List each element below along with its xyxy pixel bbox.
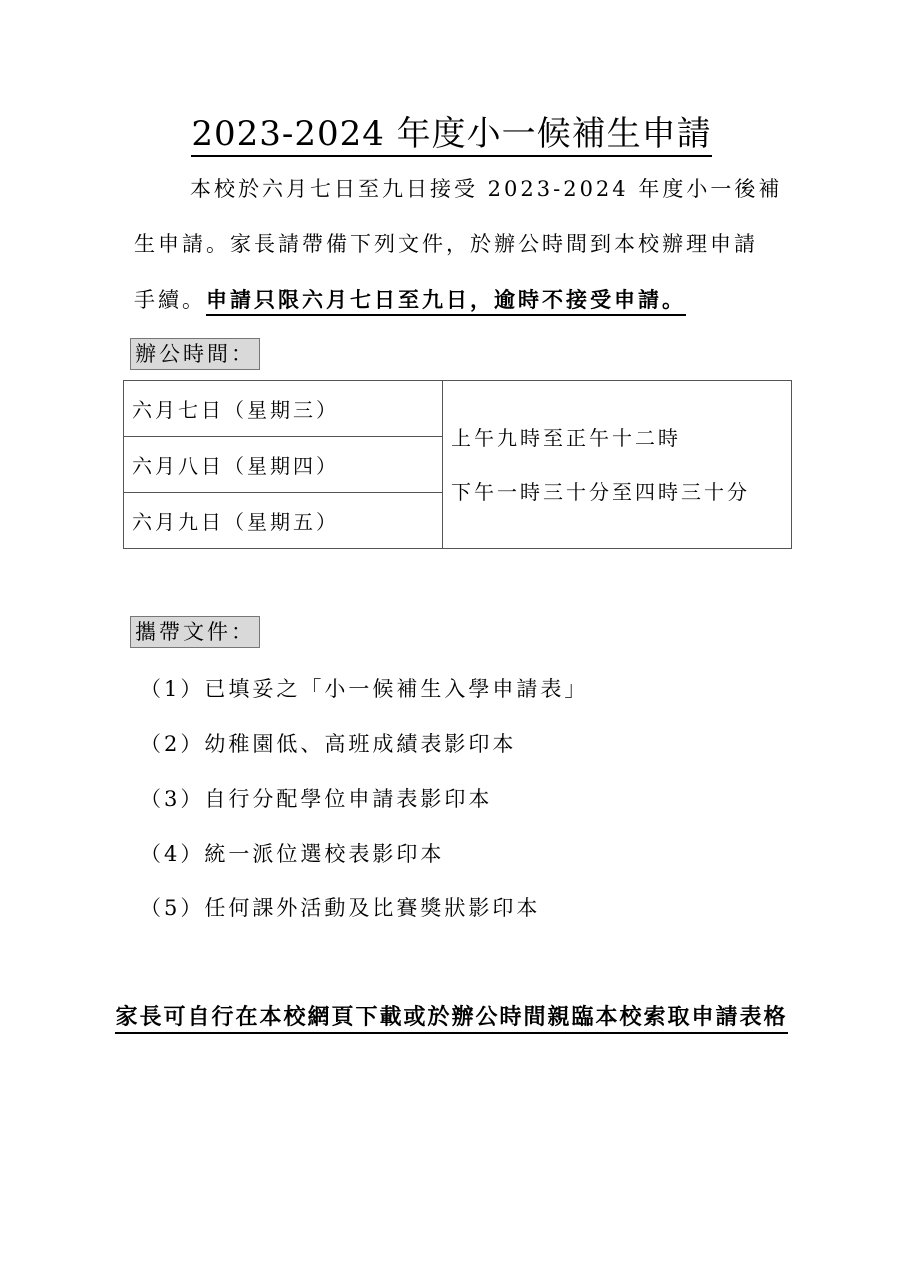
list-item: （3）自行分配學位申請表影印本 [140,787,493,811]
list-item: （4）統一派位選校表影印本 [140,842,445,866]
intro-line-3-prefix: 手續。 [134,288,206,312]
day-cell: 六月七日（星期三） [124,381,443,437]
footer-text: 家長可自行在本校網頁下載或於辦公時間親臨本校索取申請表格 [115,1004,787,1034]
intro-line-2: 生申請。家長請帶備下列文件，於辦公時間到本校辦理申請 [134,232,758,256]
list-item: （2）幼稚園低、高班成績表影印本 [140,732,517,756]
hours-cell [443,381,792,549]
list-item: （1）已填妥之「小一候補生入學申請表」 [140,677,589,701]
day-cell: 六月九日（星期五） [124,493,443,549]
deadline-notice: 申請只限六月七日至九日，逾時不接受申請。 [206,287,686,316]
intro-line-1: 本校於六月七日至九日接受 2023-2024 年度小一後補 [190,177,783,201]
intro-line-3 [134,284,774,314]
day-cell: 六月八日（星期四） [124,437,443,493]
documents-heading: 攜帶文件： [130,616,260,648]
office-hours-table [123,380,792,549]
footer-note [0,1000,903,1031]
morning-hours: 上午九時至正午十二時 [451,425,681,450]
page-title [0,112,903,156]
title-text: 2023-2024 年度小一候補生申請 [191,114,711,157]
office-hours-heading: 辦公時間： [130,338,260,370]
table-row [124,381,792,437]
afternoon-hours: 下午一時三十分至四時三十分 [451,479,750,504]
list-item: （5）任何課外活動及比賽獎狀影印本 [140,896,541,920]
